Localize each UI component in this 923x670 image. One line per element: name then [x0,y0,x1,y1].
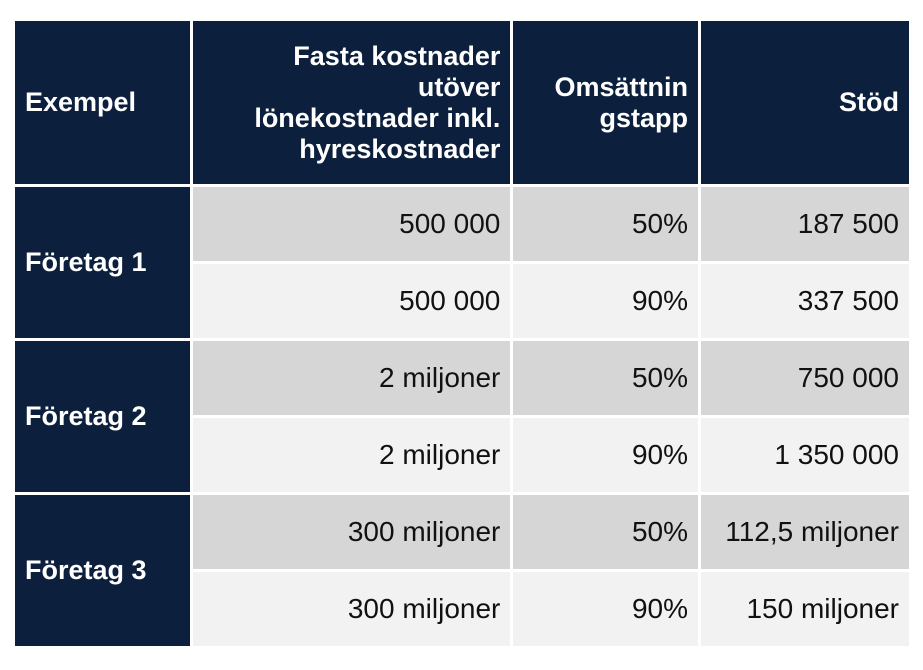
revenue-loss-cell: 50% [513,341,698,415]
header-fixed-costs: Fasta kostnader utöver lönekostnader inkl. hyreskostnader [193,21,510,184]
revenue-loss-cell: 90% [513,572,698,646]
support-cell: 150 miljoner [701,572,909,646]
table-row [15,495,909,569]
header-example: Exempel [15,21,190,184]
support-cell: 1 350 000 [701,418,909,492]
support-cell: 187 500 [701,187,909,261]
support-examples-table [12,18,912,649]
fixed-costs-cell: 300 miljoner [193,572,510,646]
company-label: Företag 1 [15,187,190,338]
fixed-costs-cell: 2 miljoner [193,341,510,415]
revenue-loss-cell: 90% [513,264,698,338]
header-support: Stöd [701,21,909,184]
fixed-costs-cell: 300 miljoner [193,495,510,569]
fixed-costs-cell: 500 000 [193,264,510,338]
revenue-loss-cell: 50% [513,187,698,261]
header-revenue-loss: Omsättnin gstapp [513,21,698,184]
fixed-costs-cell: 2 miljoner [193,418,510,492]
support-cell: 337 500 [701,264,909,338]
table-row [15,341,909,415]
table-row [15,187,909,261]
company-label: Företag 2 [15,341,190,492]
company-label: Företag 3 [15,495,190,646]
revenue-loss-cell: 90% [513,418,698,492]
revenue-loss-cell: 50% [513,495,698,569]
support-cell: 112,5 miljoner [701,495,909,569]
fixed-costs-cell: 500 000 [193,187,510,261]
header-row [15,21,909,184]
support-cell: 750 000 [701,341,909,415]
